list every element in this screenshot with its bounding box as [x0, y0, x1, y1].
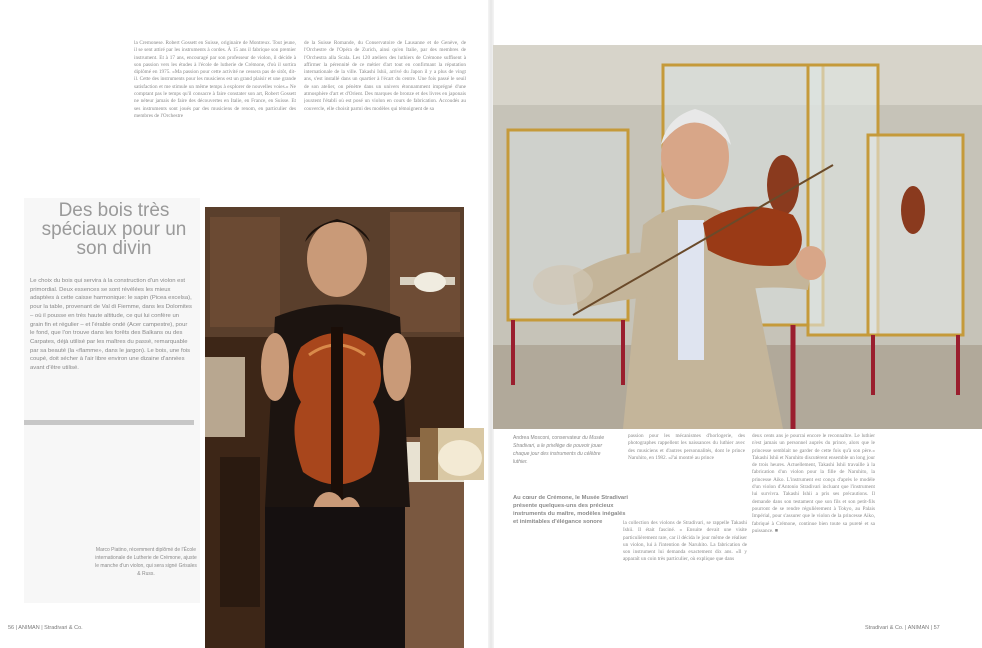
article-column-right-a: passion pour les mécanismes d'horlogerie, des photographes rappellent les naissances du luthier avec des musiciens et d'autres personnalités, dont le prince Naruhito, en 1982. «J'ai montré au prince — [628, 433, 745, 461]
photo-museum-curator — [493, 45, 982, 429]
caption-text: du Musée Stradivari, a le privilège de pouvoir jouer chaque jour des instruments du célèbre luthier. — [513, 435, 605, 465]
article-column-top-left: la Cremonese. Robert Gossett en Suisse, originaire de Montreux. Tout jeune, il se sent attiré par les instruments à cordes. À 15 ans il fabrique son premier instrument. Et à 17 ans, encouragé par son professeur de violon, il décide à son passion vers les études à l'école de lutherie de Crémone, d'où il sortira diplômé en 1975. «Ma passion pour cette activité ne cessera pas de sitôt, dit-il. Cette des instruments pour les musiciens est un grand plaisir et une grande satisfaction et me stimule un même temps à explorer de nouvelles voies.» Ne comptant pas le temps qu'il consacre à faire constater son art, Robert Gossett ne néteur jamais de faire des découvertes en Italie, en France, en Suisse. Et ses instruments sont joués par des musiciens de renom, en particulier des membres de l'Orchestre — [134, 40, 296, 119]
page-folio-right: Stradivari & Co. | ANIMAN | 57 — [865, 625, 940, 631]
article-deck: Au cœur de Crémone, le Musée Stradivari présente quelques-uns des précieux instruments du maître, modèles inégalés et inimitables d'élégance sonore — [513, 495, 629, 525]
sidebar-title: Des bois très spéciaux pour un son divin — [41, 200, 187, 259]
article-column-right-b: la collection des violons de Stradivari, se rappelle Takashi Ishii. Il était fasciné. » Ensuite devait une visite particulièrement rare, car il décida le jour même de réaliser un violon, lui à l'intention de Naruhito. La fabrication de son instrument lui demanda exactement dix ans. «Il y apparaît un coin très particulier, où explique que dans — [623, 520, 747, 563]
article-column-top-right: de la Suisse Romande, du Conservatoire de Lausanne et de Genève, de l'Orchestre de l'Opéra de Zurich, ainsi qu'en Italie, par des membres de l'Orchestra alla Scala. Les 120 ateliers des luthiers de Crémone suffisent à affirmer la pérennité de ce métier d'art tout en confirmant la réputation internationale de la ville. Takashi Ishii, arrivé du Japon il y a plus de vingt ans, s'est installé dans un quartier à l'écart du centre. Une fois passé le seuil de son atelier, on pénètre dans un univers étonnamment imprégné d'une atmosphère d'art et d'Orient. Des marques de bronze et des livres en japonais jouxtent l'établi où est posé un violon en cours de fabrication. Accoudés au couvercle, elle choisit parmi des modèles qui témoignent de sa — [304, 40, 466, 112]
photo-caption-right — [513, 434, 611, 466]
photo-workbench-detail — [420, 428, 484, 480]
page-folio-left: 56 | ANIMAN | Stradivari & Co. — [8, 625, 83, 631]
sidebar-rule — [24, 420, 194, 425]
photo-caption-left: Marco Piatino, récemment diplômé de l'École internationale de Lutherie de Crémone, ajuste le manche d'un violon, qui sera signé Grisales & Russ. — [95, 547, 197, 577]
article-column-right-c: deux cents ans je pourrai encore le reconnaître. Le luthier n'est jamais un personnel auprès du prince, alors que le princesse semblait ne garder de cette fois qu'à son père.» Takashi Ishii et Naruhito discutèrent ensemble un long jour de trois heures. Actuellement, Takashi Ishii travaille à la fabrication d'un violon pour la fille de Naruhito, la princesse Aiko. L'instrument est conçu d'après le modèle d'un violon d'Antonio Stradivari incluant que l'instrument lui survivra. Takashi Ishii a pris ses précautions. Il demande dans son testament que son fils et son petit-fils pourront de se rendre régulièrement à Tokyo, au Palais Impérial, pour s'assurer que le violon de la princesse Aiko, fabriqué à Crémone, continue bien toute sa pureté et sa puissance. ■ — [752, 433, 875, 534]
sidebar-body: Le choix du bois qui servira à la construction d'un violon est primordial. Deux essences se sont révélées les mieux adaptées à cette caisse harmonique: le sapin (Picea excelsa), pour la table, provenant de Val di Fiemme, dans les Dolomites – où il pousse en très haute altitude, ce qui lui confère un grain fin et régulier – et l'érable ondé (Acer campestre), pour le fond, que l'on trouve dans les forêts des Balkans ou des Carpates, déjà utilisé par les maîtres du passé, remarquable par sa beauté (la «flamme», dans le jargon). Le bois, une fois coupé, doit sécher à l'air libre environ une dizaine d'années avant d'être utilisé. — [30, 278, 192, 372]
caption-name: Andrea Mosconi, conservateur — [513, 435, 581, 441]
